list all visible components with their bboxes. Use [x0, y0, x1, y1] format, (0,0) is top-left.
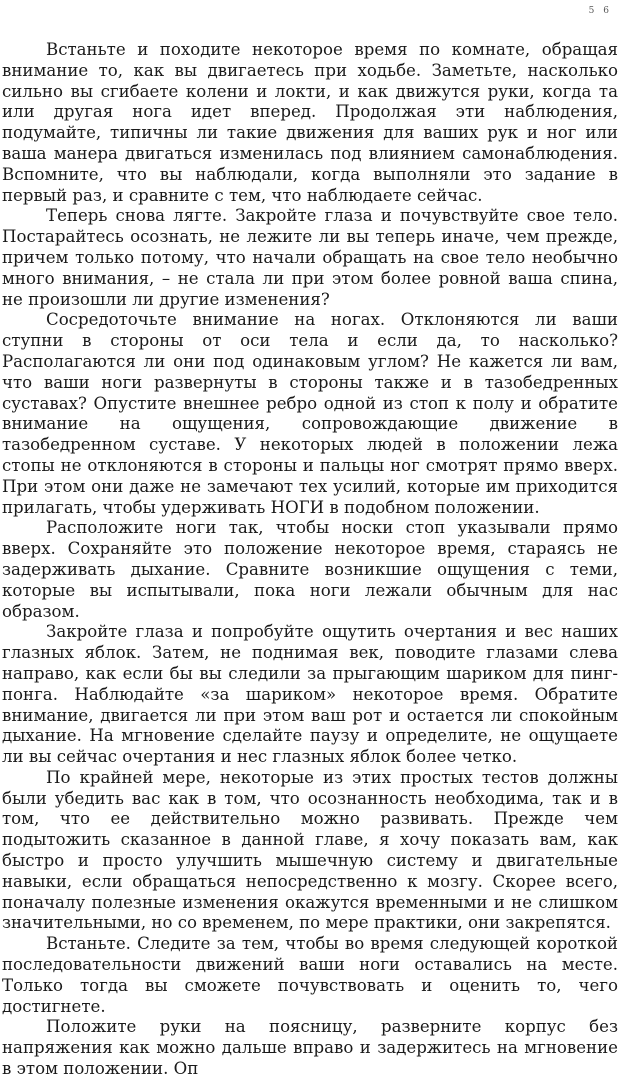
paragraph: Сосредоточьте внимание на ногах. Отклоняются ли ваши ступни в стороны от оси тела и если да, то насколько? Располагаются ли они под одинаковым углом? Не кажется ли вам, что ваши ноги развернуты в стороны также и в тазобедренных суставах? Опустите внешнее ребро одной из стоп к полу и обратите внимание на ощущения, сопровождающие движение в тазобедренном суставе. У некоторых людей в положении лежа стопы не отклоняются в стороны и пальцы ног смотрят прямо вверх. При этом они даже не замечают тех усилий, которые им приходится прилагать, чтобы удерживать НОГИ в подобном положении. [2, 310, 618, 517]
paragraph: По крайней мере, некоторые из этих простых тестов должны были убедить вас как в том, что осознанность необходима, так и в том, что ее действительно можно развивать. Прежде чем подытожить сказанное в данной главе, я хочу показать вам, как быстро и просто улучшить мышечную систему и двигательные навыки, если обращаться непосредственно к мозгу. Скорее всего, поначалу полезные изменения окажутся временными и не слишком значительными, но со временем, по мере практики, они закрепятся. [2, 767, 618, 933]
paragraph: Встаньте и походите некоторое время по комнате, обращая внимание то, как вы двигаетесь при ходьбе. Заметьте, насколько сильно вы сгибаете колени и локти, и как движутся руки, когда та или другая нога идет вперед. Продолжая эти наблюдения, подумайте, типичны ли такие движения для ваших рук и ног или ваша манера двигаться изменилась под влиянием самонаблюдения. Вспомните, что вы наблюдали, когда выполняли это задание в первый раз, и сравните с тем, что наблюдаете сейчас. [2, 40, 618, 205]
page-number: 5 6 [588, 6, 612, 16]
paragraph: Положите руки на поясницу, разверните корпус без напряжения как можно дальше вправо и задержитесь на мгновение в этом положении. Оп [2, 1017, 618, 1079]
paragraph: Закройте глаза и попробуйте ощутить очертания и вес наших глазных яблок. Затем, не поднимая век, поводите глазами слева направо, как если бы вы следили за прыгающим шариком для пинг-понга. Наблюдайте «за шариком» некоторое время. Обратите внимание, двигается ли при этом ваш рот и остается ли спокойным дыхание. На мгновение сделайте паузу и определите, не ощущаете ли вы сейчас очертания и нес глазных яблок более четко. [2, 622, 618, 767]
paragraph: Встаньте. Следите за тем, чтобы во время следующей короткой последовательности движений ваши ноги оставались на месте. Только тогда вы сможете почувствовать и оценить то, чего достигнете. [2, 934, 618, 1016]
paragraph: Теперь снова лягте. Закройте глаза и почувствуйте свое тело. Постарайтесь осознать, не лежите ли вы теперь иначе, чем прежде, причем только потому, что начали обращать на свое тело необычно много внимания, – не стала ли при этом более ровной ваша спина, не произошли ли другие изменения? [2, 206, 618, 309]
paragraph: Расположите ноги так, чтобы носки стоп указывали прямо вверх. Сохраняйте это положение некоторое время, стараясь не задерживать дыхание. Сравните возникшие ощущения с теми, которые вы испытывали, пока ноги лежали обычным для нас образом. [2, 518, 618, 621]
text-body [2, 40, 618, 1080]
